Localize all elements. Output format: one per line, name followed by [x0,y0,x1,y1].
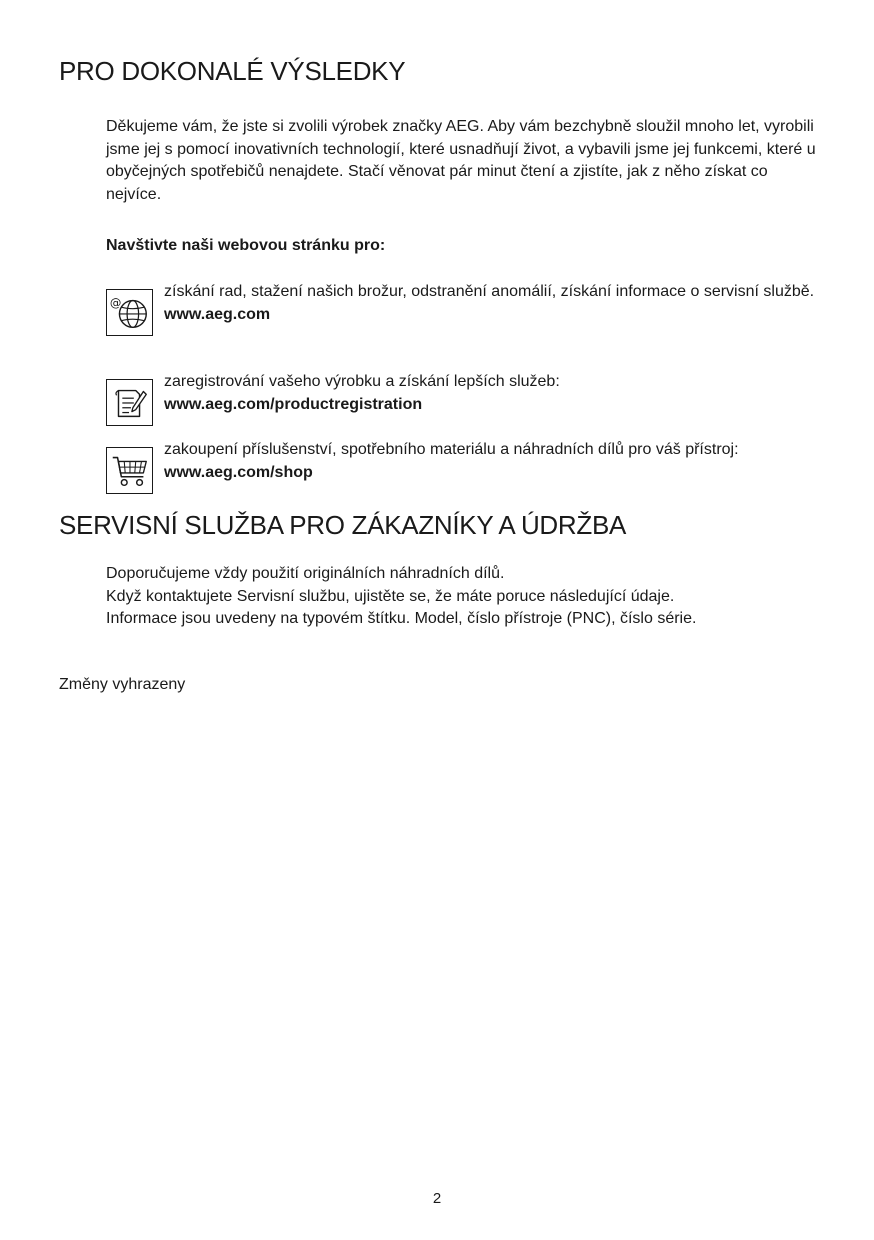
changes-reserved-note: Změny vyhrazeny [59,676,186,693]
website-item-text: zakoupení příslušenství, spotřebního materiálu a náhradních dílů pro váš přístroj: [164,441,739,458]
svg-text:@: @ [109,295,122,310]
service-paragraph [106,563,818,631]
page-number: 2 [432,1190,442,1207]
service-line: Když kontaktujete Servisní službu, ujistěte se, že máte poruce následující údaje. [106,587,675,605]
website-item-text: zaregistrování vašeho výrobku a získání lepších služeb: [164,373,560,390]
service-line: Informace jsou uvedeny na typovém štítku. Model, číslo přístroje (PNC), číslo série. [106,610,697,627]
service-line: Doporučujeme vždy použití originálních náhradních dílů. [106,565,505,582]
aeg-website-link[interactable]: www.aeg.com [164,305,271,323]
shop-link[interactable]: www.aeg.com/shop [164,463,313,481]
section-title-results: PRO DOKONALÉ VÝSLEDKY [59,56,406,86]
web-globe-icon [106,289,153,336]
website-item-text: získání rad, stažení našich brožur, odstranění anomálií, získání informace o servisní službě. [164,283,815,300]
registration-document-icon [106,379,153,426]
intro-paragraph: Děkujeme vám, že jste si zvolili výrobek značky AEG. Aby vám bezchybně sloužil mnoho let, vyrobili jsme jej s pomocí inovativních technologií, které usnadňují život, a vybavili jsme jej funkcemi, které u obyčejných spotřebičů nenajdete. Stačí věnovat pár minut čtení a zjistíte, jak z něho získat co nejvíce. [106,118,816,203]
visit-website-heading: Navštivte naši webovou stránku pro: [106,237,386,254]
shopping-cart-icon [106,447,153,494]
product-registration-link[interactable]: www.aeg.com/productregistration [164,395,423,413]
section-title-service: SERVISNÍ SLUŽBA PRO ZÁKAZNÍKY A ÚDRŽBA [59,510,627,540]
